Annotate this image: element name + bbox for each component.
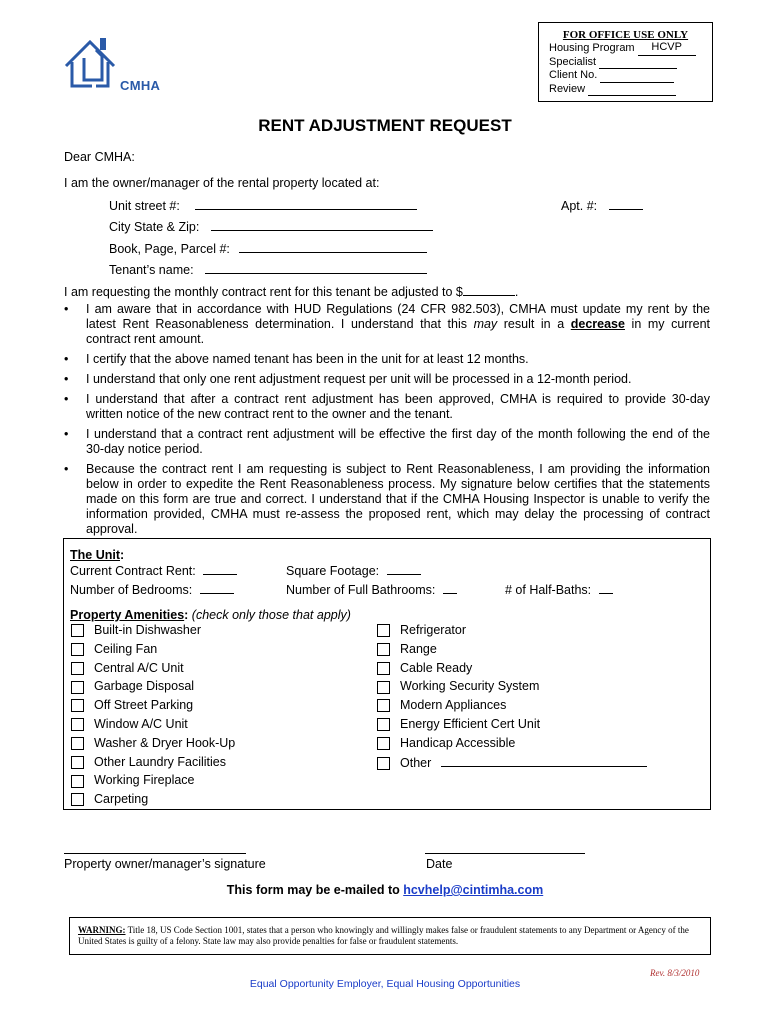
bullet-decrease: decrease (570, 317, 625, 331)
amenity-checkbox[interactable] (71, 756, 84, 769)
apt-field[interactable] (609, 198, 643, 210)
amenity-item (71, 792, 148, 806)
amenity-checkbox[interactable] (377, 643, 390, 656)
bullet-text: I understand that only one rent adjustment request per unit will be processed in a 12-month period. (86, 372, 632, 386)
warning-text: Title 18, US Code Section 1001, states that a person who knowingly and willingly makes false or fraudulent statements to any Department or Agency of the United States is guilty of a felony. State law may also provide penalties for false or fraudulent statements. (78, 925, 689, 946)
amenity-checkbox[interactable] (71, 699, 84, 712)
review-field[interactable] (588, 84, 676, 96)
specialist-field[interactable] (599, 57, 677, 69)
amenity-checkbox[interactable] (71, 662, 84, 675)
unit-heading (70, 548, 124, 562)
request-sentence (64, 284, 518, 299)
warning-label: WARNING: (78, 925, 126, 935)
bullet-text: I certify that the above named tenant has been in the unit for at least 12 months. (86, 352, 529, 366)
unit-info-box (63, 538, 711, 810)
list-item (64, 392, 710, 422)
housing-program-row (549, 41, 712, 56)
list-item (64, 372, 710, 387)
bullet-icon: • (64, 392, 69, 406)
amenities-note: (check only those that apply) (188, 608, 351, 622)
amenity-label: Working Security System (400, 679, 540, 694)
bullet-icon: • (64, 352, 69, 366)
office-use-box (538, 22, 713, 102)
amenity-label: Other (400, 755, 432, 770)
amenity-item (71, 736, 235, 750)
amenity-checkbox[interactable] (377, 737, 390, 750)
review-row (549, 83, 712, 97)
bullet-text: I am aware that in accordance with HUD Regulations (24 CFR 982.503), CMHA must update my rent by the latest Rent Reasonableness determination. I understand that this (86, 302, 710, 331)
list-item (64, 427, 710, 457)
city-state-zip-field[interactable] (211, 219, 433, 231)
amenity-checkbox[interactable] (377, 624, 390, 637)
other-amenity-field[interactable] (441, 755, 647, 767)
current-rent-label: Current Contract Rent: (70, 564, 196, 578)
list-item (64, 302, 710, 347)
acknowledgement-list (64, 302, 710, 542)
amenity-checkbox[interactable] (71, 624, 84, 637)
amenity-checkbox[interactable] (377, 699, 390, 712)
bullet-text: in my current contract rent amount. (86, 317, 710, 346)
amenity-item (377, 717, 540, 731)
half-baths-field[interactable] (599, 582, 613, 594)
request-text: I am requesting the monthly contract rent for this tenant be adjusted to $ (64, 285, 463, 299)
book-page-parcel-row (109, 241, 427, 256)
amenity-label: Central A/C Unit (94, 660, 184, 675)
logo-text: CMHA (120, 78, 161, 93)
email-link[interactable]: hcvhelp@cintimha.com (403, 883, 544, 897)
specialist-label: Specialist (549, 55, 597, 68)
client-no-label: Client No. (549, 69, 598, 81)
amenity-label: Built-in Dishwasher (94, 623, 201, 637)
bullet-text: Because the contract rent I am requesting is subject to Rent Reasonableness, I am providing the information below in order to expedite the Rent Reasonableness process. My signature below certifies that the statements made on this form are true and correct. I understand that if the CMHA Housing Inspector is unable to verify the information provided, CMHA must re-assess the proposed rent, which may delay the processing of contract approval. (86, 462, 710, 536)
owner-signature-line[interactable] (64, 853, 246, 854)
amenity-checkbox[interactable] (71, 718, 84, 731)
amenity-label: Carpeting (94, 792, 149, 807)
warning-box (69, 917, 711, 955)
amenity-label: Other Laundry Facilities (94, 754, 227, 769)
amenity-checkbox[interactable] (377, 757, 390, 770)
amenity-item (377, 679, 539, 693)
book-page-parcel-field[interactable] (239, 241, 427, 253)
half-baths-label: # of Half-Baths: (505, 583, 592, 597)
amenity-item (377, 661, 472, 675)
amenity-label: Working Fireplace (94, 773, 195, 788)
housing-program-value[interactable]: HCVP (638, 41, 696, 56)
bedrooms-field[interactable] (200, 582, 234, 594)
amenity-item (71, 642, 157, 656)
request-end: . (514, 285, 519, 299)
current-rent-field[interactable] (203, 563, 237, 575)
amenity-item (377, 698, 506, 712)
amenity-checkbox[interactable] (71, 681, 84, 694)
list-item (64, 352, 710, 367)
apt-label: Apt. #: (561, 199, 598, 213)
amenity-checkbox[interactable] (71, 775, 84, 788)
specialist-row (549, 56, 712, 70)
bullet-text: I understand that after a contract rent adjustment has been approved, CMHA is required to provide 30-day written notice of the new contract rent to the owner and the tenant. (86, 392, 710, 421)
amenity-label: Ceiling Fan (94, 641, 158, 656)
amenity-item (377, 642, 437, 656)
amenity-label: Energy Efficient Cert Unit (400, 717, 541, 731)
amenity-label: Modern Appliances (400, 698, 507, 713)
amenity-checkbox[interactable] (377, 662, 390, 675)
apt-row (561, 198, 643, 213)
amenity-item (377, 755, 647, 770)
intro-text: I am the owner/manager of the rental property located at: (64, 176, 380, 190)
footer-text: Equal Opportunity Employer, Equal Housing Opportunities (249, 978, 521, 990)
tenant-name-label: Tenant’s name: (109, 263, 194, 277)
amenity-label: Garbage Disposal (94, 679, 195, 694)
amenity-label: Washer & Dryer Hook-Up (94, 735, 236, 750)
amenity-item (71, 773, 195, 787)
bedrooms-label: Number of Bedrooms: (70, 583, 193, 597)
amenity-checkbox[interactable] (377, 681, 390, 694)
amenities-heading (70, 608, 351, 622)
amenity-item (71, 623, 201, 637)
amenities-heading-text: Property Amenities (70, 608, 185, 622)
amenity-checkbox[interactable] (71, 737, 84, 750)
amenity-item (377, 623, 466, 637)
amenity-item (71, 717, 188, 731)
revision-date: Rev. 8/3/2010 (650, 968, 700, 978)
amenity-item (71, 679, 194, 693)
tenant-name-field[interactable] (205, 262, 427, 274)
client-no-field[interactable] (600, 71, 674, 83)
bullet-icon: • (64, 372, 69, 386)
amenity-item (71, 698, 193, 712)
amenities-heading-colon: : (184, 608, 189, 622)
amenity-item (71, 661, 184, 675)
amenity-label: Handicap Accessible (400, 735, 516, 750)
housing-program-label: Housing Program (549, 42, 635, 54)
bullet-emphasis: may (473, 317, 498, 331)
client-no-row (549, 69, 712, 83)
city-state-zip-row (109, 219, 433, 234)
amenity-checkbox[interactable] (71, 643, 84, 656)
unit-street-label: Unit street #: (109, 199, 180, 213)
requested-rent-field[interactable] (463, 284, 515, 296)
bedrooms-row (70, 582, 234, 597)
full-baths-label: Number of Full Bathrooms: (286, 583, 436, 597)
list-item (64, 462, 710, 537)
amenity-label: Cable Ready (400, 660, 473, 675)
city-state-zip-label: City State & Zip: (109, 220, 200, 234)
office-heading: FOR OFFICE USE ONLY (562, 29, 689, 41)
page-title: RENT ADJUSTMENT REQUEST (258, 116, 512, 135)
unit-heading-colon: : (120, 548, 125, 562)
square-footage-label: Square Footage: (286, 564, 380, 578)
amenity-label: Range (400, 641, 437, 656)
amenity-checkbox[interactable] (377, 718, 390, 731)
unit-street-row (109, 198, 417, 213)
square-footage-field[interactable] (387, 563, 421, 575)
bullet-text: result in a (497, 317, 571, 331)
book-page-parcel-label: Book, Page, Parcel #: (109, 242, 230, 256)
full-baths-field[interactable] (443, 582, 457, 594)
bullet-icon: • (64, 302, 69, 316)
amenity-item (71, 755, 226, 769)
full-baths-row (286, 582, 457, 597)
amenity-label: Refrigerator (400, 623, 466, 637)
tenant-name-row (109, 262, 427, 277)
amenity-label: Window A/C Unit (94, 717, 188, 731)
bullet-icon: • (64, 462, 69, 476)
email-instruction (0, 883, 770, 897)
date-line[interactable] (425, 853, 585, 854)
owner-signature-label: Property owner/manager’s signature (64, 857, 266, 871)
email-text: This form may be e-mailed to (226, 883, 404, 897)
date-label: Date (426, 857, 453, 871)
square-footage-row (286, 563, 421, 578)
bullet-text: I understand that a contract rent adjustment will be effective the first day of the month following the end of the 30-day notice period. (86, 427, 710, 456)
current-rent-row (70, 563, 237, 578)
half-baths-row (505, 582, 613, 597)
review-label: Review (549, 82, 586, 95)
amenity-item (377, 736, 515, 750)
bullet-icon: • (64, 427, 69, 441)
amenity-label: Off Street Parking (94, 698, 194, 713)
greeting: Dear CMHA: (64, 150, 135, 164)
unit-heading-text: The Unit (70, 548, 120, 562)
amenity-checkbox[interactable] (71, 793, 84, 806)
unit-street-field[interactable] (195, 198, 417, 210)
